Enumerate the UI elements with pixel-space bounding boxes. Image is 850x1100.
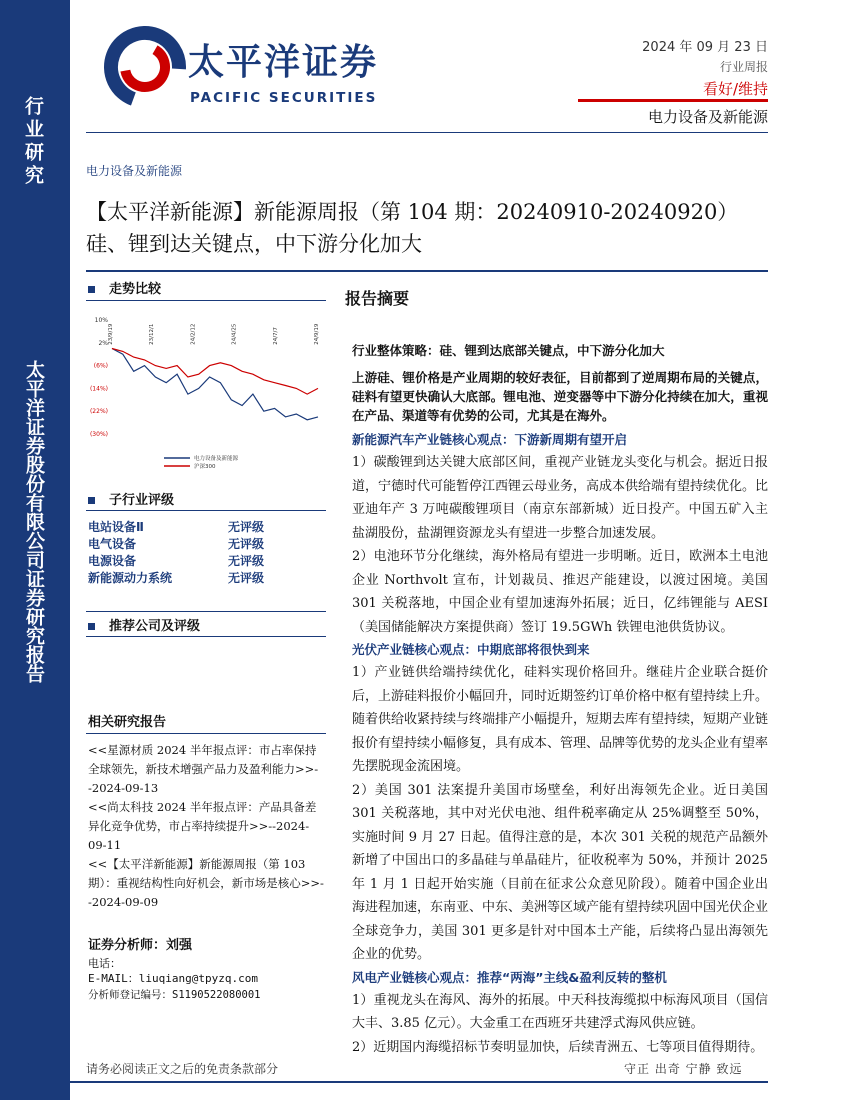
y-tick-label: (14%) bbox=[89, 385, 108, 393]
analyst-reg-no: 分析师登记编号：S1190522080001 bbox=[88, 989, 261, 1001]
ratings-table bbox=[88, 519, 328, 587]
footer-motto: 守正 出奇 宁静 致远 bbox=[624, 1062, 743, 1076]
logo-cn: 太平洋证券 bbox=[188, 42, 379, 83]
red-rule bbox=[578, 99, 768, 102]
related-link[interactable]: <<尚太科技 2024 半年报点评：产品具备差异化竞争优势，市占率持续提升>>--2024-09-11 bbox=[88, 800, 317, 852]
x-tick-label: 24/7/7 bbox=[272, 327, 279, 345]
recommend-top-rule bbox=[86, 611, 326, 612]
sub-industry-heading bbox=[88, 489, 174, 508]
page-title-line1: 【太平洋新能源】新能源周报（第 104 期：20240910-20240920） bbox=[86, 200, 739, 224]
wind-paragraph-2: 2）近期国内海缆招标节奏明显加快，后续青洲五、七等项目值得期待。 bbox=[352, 1039, 764, 1055]
sector-label: 电力设备及新能源 bbox=[647, 108, 768, 126]
analyst-name: 证券分析师：刘强 bbox=[88, 938, 193, 953]
related-list bbox=[88, 741, 324, 912]
footer-disclaimer: 请务必阅读正文之后的免责条款部分 bbox=[86, 1062, 279, 1076]
logo-mark-icon bbox=[100, 22, 190, 112]
right-content bbox=[352, 340, 768, 1059]
company-logo bbox=[100, 22, 379, 112]
wind-paragraph-1: 1）重视龙头在海风、海外的拓展。中天科技海缆拟中标海风项目（国信大丰、3.85 亿元）。大金重工在西班牙共建浮式海风供应链。 bbox=[352, 992, 768, 1031]
trend-rule bbox=[86, 300, 326, 301]
legend-label: 电力设备及新能源 bbox=[194, 456, 239, 462]
rating-row-value: 无评级 bbox=[228, 537, 265, 551]
y-tick-label: (6%) bbox=[93, 362, 108, 370]
related-link[interactable]: <<星源材质 2024 半年报点评：市占率保持全球领先，新技术增强产品力及盈利能力>>--2024-09-13 bbox=[88, 743, 319, 795]
rating-row-value: 无评级 bbox=[228, 554, 265, 568]
x-tick-label: 23/12/1 bbox=[149, 323, 156, 345]
summary-heading: 报告摘要 bbox=[345, 289, 410, 308]
rating-row bbox=[88, 570, 328, 587]
recommend-heading-text: 推荐公司及评级 bbox=[109, 619, 201, 634]
strategy-heading: 行业整体策略：硅、锂到达底部关键点，中下游分化加大 bbox=[352, 343, 665, 358]
analyst-phone: 电话： bbox=[88, 957, 121, 970]
report-type: 行业周报 bbox=[719, 60, 768, 74]
pv-paragraph-2: 2）美国 301 法案提升美国市场壁垒，利好出海领先企业。近日美国 301 关税落地，其中对光伏电池、组件税率确定从 25%调整至 50%，实施时间 9 月 27 日起。值得注意的是，本次 301 关税的规范产品额外新增了中国出口的多晶硅与单晶硅片，征收税率为 50%，并预计 2025 年 1 月 1 日起开始实施（目前在征求公众意见阶段）。随着中国企业出海进程加速，东南亚、中东、美洲等区域产能有望持续巩固中国光伏企业全球竞争力，美国 301 更多是针对中国本土产能，后续将凸显出海领先企业的优势。 bbox=[352, 782, 769, 962]
y-tick-label: (30%) bbox=[89, 431, 108, 438]
rating-badge: 看好/维持 bbox=[702, 80, 768, 98]
y-tick-label: 10% bbox=[94, 317, 108, 324]
y-tick-label: 2% bbox=[98, 339, 108, 347]
sub-industry-heading-text: 子行业评级 bbox=[109, 493, 175, 508]
breadcrumb: 电力设备及新能源 bbox=[86, 164, 183, 178]
analyst-email[interactable]: E-MAIL：liuqiang@tpyzq.com bbox=[88, 972, 258, 985]
rating-row-value: 无评级 bbox=[228, 571, 265, 585]
bullet-square-icon bbox=[88, 497, 95, 504]
title-divider bbox=[86, 270, 768, 272]
ev-paragraph-2: 2）电池环节分化继续，海外格局有望进一步明晰。近日，欧洲本土电池企业 Northvolt 宣布，计划裁员、推迟产能建设，以渡过困境。美国 301 关税落地，中国企业有望加速海外拓展；近日，亿纬锂能与 AESI（美国储能解决方案提供商）签订 19.5GWh 铁锂电池供货协议。 bbox=[352, 549, 768, 635]
ev-paragraph-1: 1）碳酸锂到达关键大底部区间，重视产业链龙头变化与机会。据近日报道，宁德时代可能暂停江西锂云母业务，高成本供给端有望持续优化。比亚迪年产 3 万吨碳酸锂项目（南京东部新城）近日投产。中国五矿入主盐湖股份，盐湖锂资源龙头有望进一步整合加速发展。 bbox=[352, 455, 769, 541]
trend-chart bbox=[86, 310, 326, 480]
trend-heading-text: 走势比较 bbox=[109, 282, 162, 297]
rating-row-name: 新能源动力系统 bbox=[88, 571, 173, 585]
trend-heading bbox=[88, 278, 161, 297]
bullet-square-icon bbox=[88, 623, 95, 630]
legend-label: 沪深300 bbox=[194, 464, 216, 470]
related-link[interactable]: <<【太平洋新能源】新能源周报（第 103 期）：重视结构性向好机会，新市场是核心>>--2024-09-09 bbox=[88, 857, 324, 909]
header-divider bbox=[86, 132, 768, 133]
x-tick-label: 24/4/25 bbox=[231, 323, 238, 345]
strategy-body: 上游硅、锂价格是产业周期的较好表征，目前都到了逆周期布局的关键点，硅料有望更快确认大底部。锂电池、逆变器等中下游分化持续在加大，重视在产品、渠道等有优势的公司，尤其是在海外。 bbox=[352, 370, 768, 423]
recommend-heading bbox=[88, 615, 200, 634]
x-tick-label: 23/9/19 bbox=[108, 323, 114, 345]
ev-heading: 新能源汽车产业链核心观点：下游新周期有望开启 bbox=[352, 432, 628, 447]
related-rule bbox=[86, 733, 326, 734]
rating-row-value: 无评级 bbox=[228, 520, 265, 534]
bullet-square-icon bbox=[88, 286, 95, 293]
wind-heading: 风电产业链核心观点：推荐“两海”主线&盈利反转的整机 bbox=[352, 969, 667, 985]
related-heading: 相关研究报告 bbox=[88, 715, 167, 730]
series-line bbox=[112, 349, 318, 395]
rating-row bbox=[88, 553, 328, 570]
sub-industry-rule bbox=[86, 510, 326, 511]
y-tick-label: (22%) bbox=[89, 408, 108, 416]
rating-row-name: 电源设备 bbox=[88, 554, 137, 568]
rating-row-name: 电站设备Ⅱ bbox=[88, 520, 144, 534]
report-date: 2024 年 09 月 23 日 bbox=[642, 40, 768, 55]
rating-row bbox=[88, 519, 328, 536]
page-title-line2: 硅、锂到达关键点，中下游分化加大 bbox=[86, 232, 422, 256]
sidebar-top-label: 行业研究 bbox=[22, 96, 44, 188]
recommend-rule bbox=[86, 636, 326, 637]
x-tick-label: 24/2/12 bbox=[190, 323, 197, 345]
pv-paragraph-1: 1）产业链供给端持续优化，硅料实现价格回升。继硅片企业联合挺价后，上游硅料报价小幅回升，同时近期签约订单价格中枢有望持续上升。随着供给收紧持续与终端排产小幅提升，短期去库有望持续，短期产业链报价有望持续小幅修复，具有成本、管理、品牌等优势的龙头企业有望率先摆脱现金流困境。 bbox=[352, 665, 769, 774]
sidebar-org-label: 太平洋证券股份有限公司证券研究报告 bbox=[23, 360, 45, 683]
pv-heading: 光伏产业链核心观点：中期底部将很快到来 bbox=[352, 642, 590, 657]
rating-row bbox=[88, 536, 328, 553]
rating-row-name: 电气设备 bbox=[88, 537, 137, 551]
footer-rule bbox=[70, 1081, 768, 1083]
logo-en: PACIFIC SECURITIES bbox=[190, 90, 378, 106]
x-tick-label: 24/9/19 bbox=[314, 323, 320, 345]
